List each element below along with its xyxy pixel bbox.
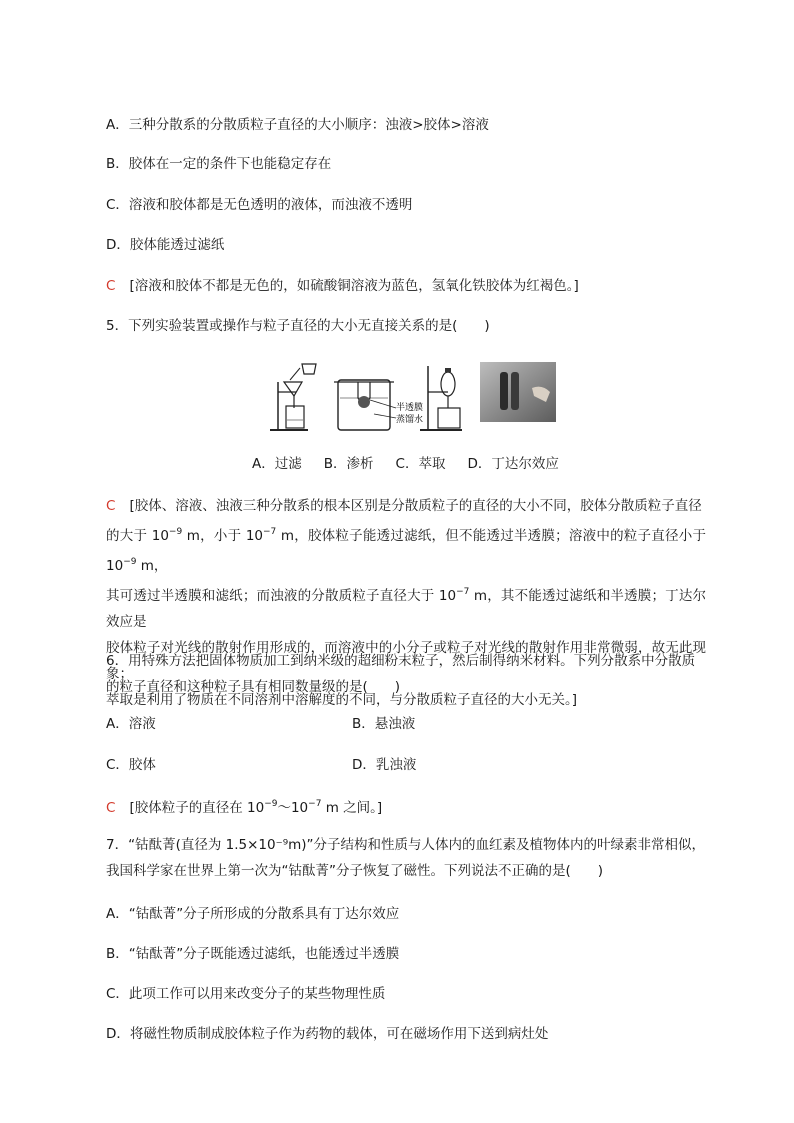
q5-figure-captions — [252, 455, 581, 473]
q6-stem-line1: 6．用特殊方法把固体物质加工到纳米级的超细粉末粒子，然后制得纳米材料。下列分散系中分散质 — [106, 653, 696, 669]
exponent: −7 — [308, 799, 322, 809]
membrane-label: 半透膜 — [396, 403, 424, 413]
q7-option-a: A．“钴酞菁”分子所形成的分散系具有丁达尔效应 — [106, 906, 400, 922]
q7-option-c: C．此项工作可以用来改变分子的某些物理性质 — [106, 986, 386, 1002]
q4-answer-letter: C — [106, 278, 116, 294]
q7-stem — [106, 832, 706, 884]
dialysis-apparatus-image — [334, 362, 426, 434]
caption-c: C．萃取 — [395, 456, 446, 472]
q4-option-b: B．胶体在一定的条件下也能稳定存在 — [106, 156, 332, 172]
q5-apparatus-figures — [268, 362, 568, 434]
text-run: m，其不能透过滤纸和半透膜；丁达尔效应是 — [106, 588, 707, 630]
text-run: [胶体粒子的直径在 10 — [129, 800, 265, 816]
caption-a: A．过滤 — [252, 456, 302, 472]
q7-option-d: D．将磁性物质制成胶体粒子作为药物的载体，可在磁场作用下送到病灶处 — [106, 1026, 549, 1042]
q7-stem-line2: 我国科学家在世界上第一次为“钴酞菁”分子恢复了磁性。下列说法不正确的是( ) — [106, 863, 604, 879]
q6-stem-line2: 的粒子直径和这种粒子具有相同数量级的是( ) — [106, 679, 401, 695]
q5-stem: 5．下列实验装置或操作与粒子直径的大小无直接关系的是( ) — [106, 318, 490, 334]
q6-answer — [106, 795, 382, 817]
text-run: 其可透过半透膜和滤纸；而浊液的分散质粒子直径大于 10 — [106, 588, 457, 604]
caption-b: B．渗析 — [323, 456, 374, 472]
extraction-apparatus-image — [418, 362, 468, 434]
text-run: m，小于 10 — [182, 528, 264, 544]
exponent: −7 — [263, 527, 277, 537]
text-run: 的大于 10 — [106, 528, 169, 544]
q4-answer — [106, 277, 579, 295]
q4-option-a: A．三种分散系的分散质粒子直径的大小顺序：浊液>胶体>溶液 — [106, 117, 489, 133]
exponent: −9 — [264, 799, 278, 809]
text-run: 萃取是利用了物质在不同溶剂中溶解度的不同，与分散质粒子直径的大小无关。] — [106, 692, 578, 708]
text-run: m 之间。] — [321, 800, 383, 816]
water-label: 蒸馏水 — [396, 415, 424, 425]
tyndall-effect-photo — [480, 362, 556, 422]
q4-answer-explanation: [溶液和胶体不都是无色的，如硫酸铜溶液为蓝色，氢氧化铁胶体为红褐色。] — [129, 278, 579, 294]
q7-stem-line1: 7．“钴酞菁(直径为 1.5×10⁻⁹m)”分子结构和性质与人体内的血红素及植物体内的叶绿素非常相似， — [106, 837, 706, 853]
q6-option-d: D．乳浊液 — [352, 757, 417, 773]
caption-d: D．丁达尔效应 — [467, 456, 559, 472]
exponent: −7 — [456, 587, 470, 597]
text-run: m， — [136, 558, 168, 574]
exponent: −9 — [168, 527, 183, 537]
q6-option-a: A．溶液 — [106, 716, 156, 732]
q6-stem — [106, 648, 706, 700]
text-run: ～10 — [277, 800, 309, 816]
text-run: m，胶体粒子能透过滤纸，但不能透过半透膜；溶液中的粒子直径小于 10 — [106, 528, 706, 574]
text-run: 胶体粒子对光线的散射作用形成的，而溶液中的小分子或粒子对光线的散射作用非常微弱，故无此现象； — [106, 640, 706, 682]
filtration-apparatus-image — [268, 362, 332, 434]
q5-explanation-text: [胶体、溶液、浊液三种分散系的根本区别是分散质粒子的直径的大小不同，胶体分散质粒子直径 — [129, 498, 702, 514]
q4-option-c: C．溶液和胶体都是无色透明的液体，而浊液不透明 — [106, 197, 413, 213]
q7-option-b: B．“钴酞菁”分子既能透过滤纸，也能透过半透膜 — [106, 946, 400, 962]
q6-option-b: B．悬浊液 — [352, 716, 416, 732]
q6-option-c: C．胶体 — [106, 757, 156, 773]
q4-option-d: D．胶体能透过滤纸 — [106, 237, 225, 253]
q6-answer-letter: C — [106, 800, 116, 816]
exponent: −9 — [123, 557, 137, 567]
q5-answer-letter: C — [106, 498, 116, 514]
